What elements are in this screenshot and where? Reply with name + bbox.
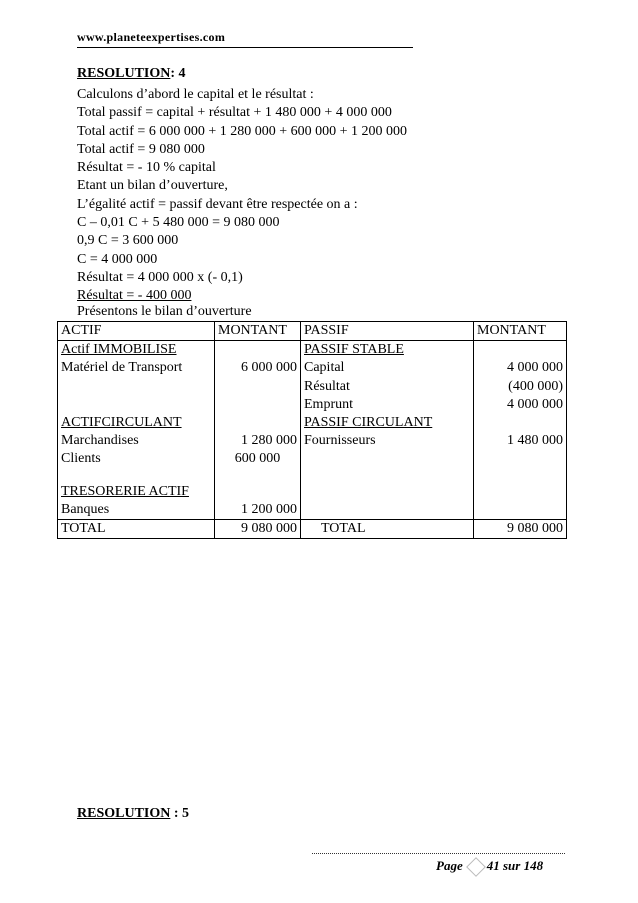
resolution-4-number: : 4 [170,66,186,81]
header-passif: PASSIF [301,322,474,341]
calc-line: Total passif = capital + résultat + 1 480 000 + 4 000 000 [77,105,392,121]
total-passif-value: 9 080 000 [474,519,567,538]
calc-line: L’égalité actif = passif devant être respectée on a : [77,196,358,212]
resolution-4-body [77,86,407,306]
passif-cell [301,341,474,520]
actif-immobilise-title: Actif IMMOBILISE [61,342,177,358]
passif-montant-cell [474,341,567,520]
calc-line: Calculons d’abord le capital et le résultat : [77,87,314,102]
calc-line: Total actif = 6 000 000 + 1 280 000 + 600 000 + 1 200 000 [77,123,408,139]
calc-line-result: Résultat = - 400 000 [77,288,192,304]
total-actif-value: 9 080 000 [215,519,301,538]
fournisseurs-value: 1 480 000 [507,433,563,449]
resultat-label: Résultat [304,378,350,394]
footer-ornament-icon [466,857,486,877]
passif-stable-title: PASSIF STABLE [304,342,404,358]
calc-line: Résultat = 4 000 000 x (- 0,1) [77,269,243,285]
header-montant-passif: MONTANT [474,322,567,341]
calc-line: Résultat = - 10 % capital [77,160,216,176]
capital-value: 4 000 000 [507,360,563,376]
footer-divider [312,853,565,854]
total-label-left: TOTAL [58,519,215,538]
table-total-row [58,519,567,538]
resolution-5-label: RESOLUTION [77,806,171,821]
bilan-table [57,321,567,539]
actif-circulant-title: ACTIFCIRCULANT [61,414,182,430]
page-number: 41 [486,858,500,873]
header-montant-actif: MONTANT [215,322,301,341]
marchandises-label: Marchandises [61,433,139,449]
header-site-url[interactable]: www.planeteexpertises.com [77,30,413,48]
passif-circulant-title: PASSIF CIRCULANT [304,414,433,430]
resolution-4-label: RESOLUTION [77,66,171,81]
emprunt-label: Emprunt [304,396,353,412]
actif-cell [58,341,215,520]
materiel-label: Matériel de Transport [61,360,183,376]
calc-line: C – 0,01 C + 5 480 000 = 9 080 000 [77,215,280,231]
page-label: Page [436,858,463,873]
resolution-5-number: : 5 [170,806,190,821]
table-body-row [58,341,567,520]
tresorerie-title: TRESORERIE ACTIF [61,483,189,499]
calc-line: 0,9 C = 3 600 000 [77,233,179,249]
resultat-value: (400 000) [508,378,563,394]
marchandises-value: 1 280 000 [241,433,297,449]
page-footer [436,858,543,874]
resolution-4-title [77,66,186,82]
total-label-right: TOTAL [301,519,474,538]
materiel-value: 6 000 000 [241,360,297,376]
capital-label: Capital [304,360,345,376]
banques-label: Banques [61,501,110,517]
fournisseurs-label: Fournisseurs [304,433,376,449]
sur-label: sur [502,858,521,873]
banques-value: 1 200 000 [241,501,297,517]
bilan-intro: Présentons le bilan d’ouverture [77,304,252,319]
calc-line: Total actif = 9 080 000 [77,141,205,157]
resolution-5-title [77,806,189,822]
header-actif: ACTIF [58,322,215,341]
table-header-row [58,322,567,341]
total-pages: 148 [523,858,544,873]
actif-montant-cell [215,341,301,520]
calc-line: C = 4 000 000 [77,251,158,267]
clients-value: 600 000 [234,451,281,467]
emprunt-value: 4 000 000 [507,396,563,412]
clients-label: Clients [61,451,101,467]
calc-line: Etant un bilan d’ouverture, [77,178,228,194]
